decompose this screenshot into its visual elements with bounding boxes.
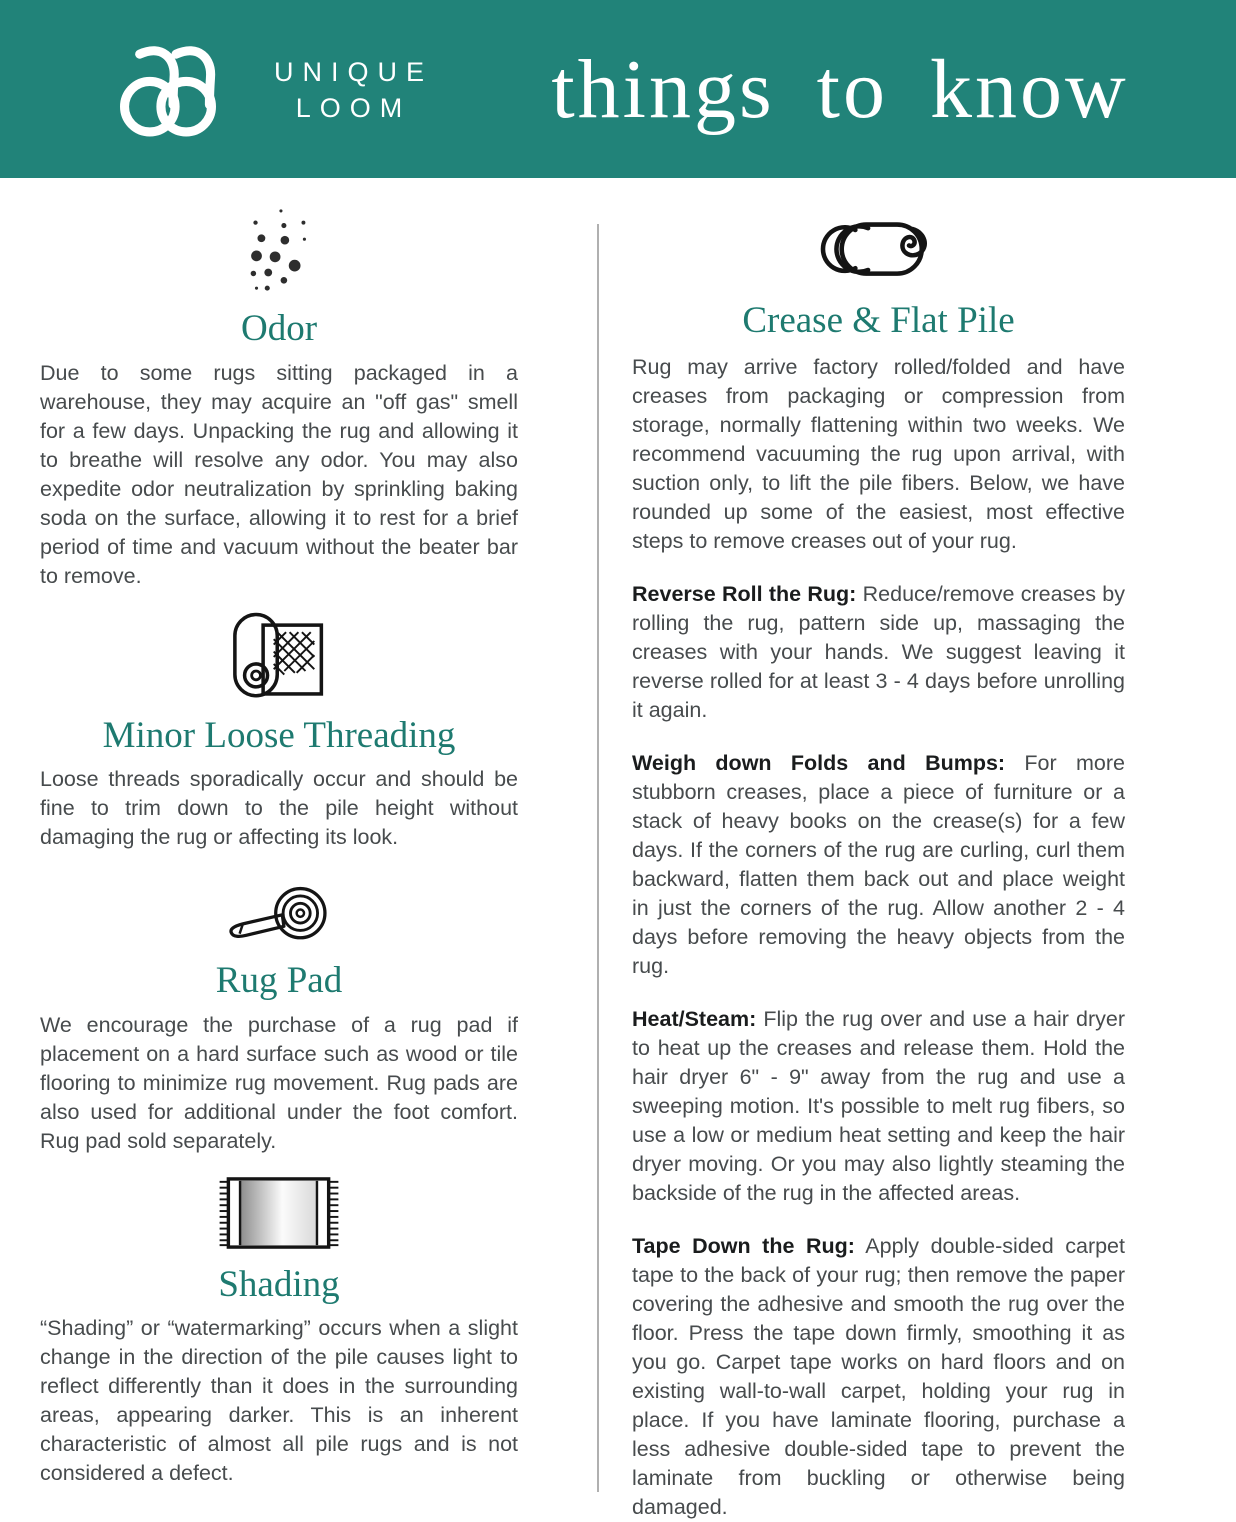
section-title-odor: Odor xyxy=(240,308,318,349)
step-tape-down-label: Tape Down the Rug: xyxy=(632,1233,855,1258)
left-column xyxy=(40,198,518,1488)
step-tape-down xyxy=(632,1232,1125,1522)
section-intro-crease: Rug may arrive factory rolled/folded and have creases from packaging or compression from storage, normally flattening within two weeks. We recommend vacuuming the rug upon arrival, with suction only, to lift the pile fibers. Below, we have rounded up some of the easiest, most effective steps to remove creases out of your rug. xyxy=(632,354,1125,553)
odor-sprinkle-icon xyxy=(250,206,308,294)
brand-logo xyxy=(92,40,433,140)
section-title-threading: Minor Loose Threading xyxy=(102,714,456,756)
step-reverse-roll-text: Reduce/remove creases by rolling the rug, pattern side up, massaging the creases with your hands. We suggest leaving it reverse rolled for at least 3 - 4 days before unrolling it again. xyxy=(632,581,1125,722)
step-heat-steam-label: Heat/Steam: xyxy=(632,1006,757,1031)
step-weigh-down xyxy=(632,749,1125,981)
step-reverse-roll-label: Reverse Roll the Rug: xyxy=(632,581,857,606)
section-text-odor: Due to some rugs sitting packaged in a warehouse, they may acquire an "off gas" smell for a few days. Unpacking the rug and allowing it to breathe will resolve any odor. You may also expedite odor neutralization by sprinkling baking soda on the surface, allowing it to rest for a brief period of time and vacuum without the beater bar to remove. xyxy=(40,360,518,588)
unique-loom-logo-icon xyxy=(92,42,244,138)
odor-icon-wrap xyxy=(40,202,518,294)
header-banner xyxy=(0,0,1236,178)
rolled-rug-spiral-icon xyxy=(816,220,942,280)
section-text-threading: Loose threads sporadically occur and should be fine to trim down to the pile height without damaging the rug or affecting its look. xyxy=(40,767,518,850)
section-title-shading: Shading xyxy=(218,1263,340,1305)
section-title-rugpad: Rug Pad xyxy=(215,960,343,1002)
step-heat-steam-text: Flip the rug over and use a hair dryer to heat up the creases and release them. Hold the hair dryer 6" - 9" away from the rug and use a sweeping motion. It's possible to melt rug fibers, so use a low or medium heat setting and keep the hair dryer moving. Or you may also lightly steaming the backside of the rug in the affected areas. xyxy=(632,1006,1125,1205)
column-divider xyxy=(597,224,599,1492)
fringed-rug-icon xyxy=(218,1176,340,1250)
threading-icon-wrap xyxy=(40,611,518,701)
step-tape-down-text: Apply double-sided carpet tape to the back of your rug; then remove the paper covering the adhesive and smooth the rug over the floor. Press the tape down firmly, smoothing it as you go. Carpet tape works on hard floors and on existing wall-to-wall carpet, holding your rug in place. If you have laminate flooring, purchase a less adhesive double-sided tape to prevent the laminate from buckling or otherwise being damaged. xyxy=(632,1233,1125,1519)
section-title-crease: Crease & Flat Pile xyxy=(742,300,1015,341)
rolled-rug-crosshatch-icon xyxy=(226,611,332,701)
rug-pad-roll-icon xyxy=(217,882,341,946)
shading-icon-wrap xyxy=(40,1172,518,1250)
rugpad-icon-wrap xyxy=(40,880,518,946)
section-text-rugpad: We encourage the purchase of a rug pad if placement on a hard surface such as wood or tile flooring to minimize rug movement. Rug pads are also used for additional under the foot comfort. Rug pad sold separately. xyxy=(40,1012,518,1153)
brand-name-line1: UNIQUE xyxy=(274,57,434,87)
brand-name xyxy=(274,54,433,126)
right-column xyxy=(632,220,1125,1522)
step-weigh-down-text: For more stubborn creases, place a piece of furniture or a stack of heavy books on the crease(s) for a few days. If the corners of the rug are curling, curl them backward, flatten them back out and place weight in just the corners of the rug. Allow another 2 - 4 days before removing the heavy objects from the rug. xyxy=(632,750,1125,978)
step-reverse-roll xyxy=(632,580,1125,725)
step-heat-steam xyxy=(632,1005,1125,1208)
step-weigh-down-label: Weigh down Folds and Bumps: xyxy=(632,750,1006,775)
section-text-shading: “Shading” or “watermarking” occurs when a slight change in the direction of the pile causes light to reflect differently than it does in the surrounding areas, appearing darker. This is an inherent characteristic of almost all pile rugs and is not considered a defect. xyxy=(40,1316,518,1486)
crease-icon-wrap xyxy=(632,220,1125,280)
brand-name-line2: LOOM xyxy=(295,93,412,123)
page-title: things to know xyxy=(551,42,1129,136)
